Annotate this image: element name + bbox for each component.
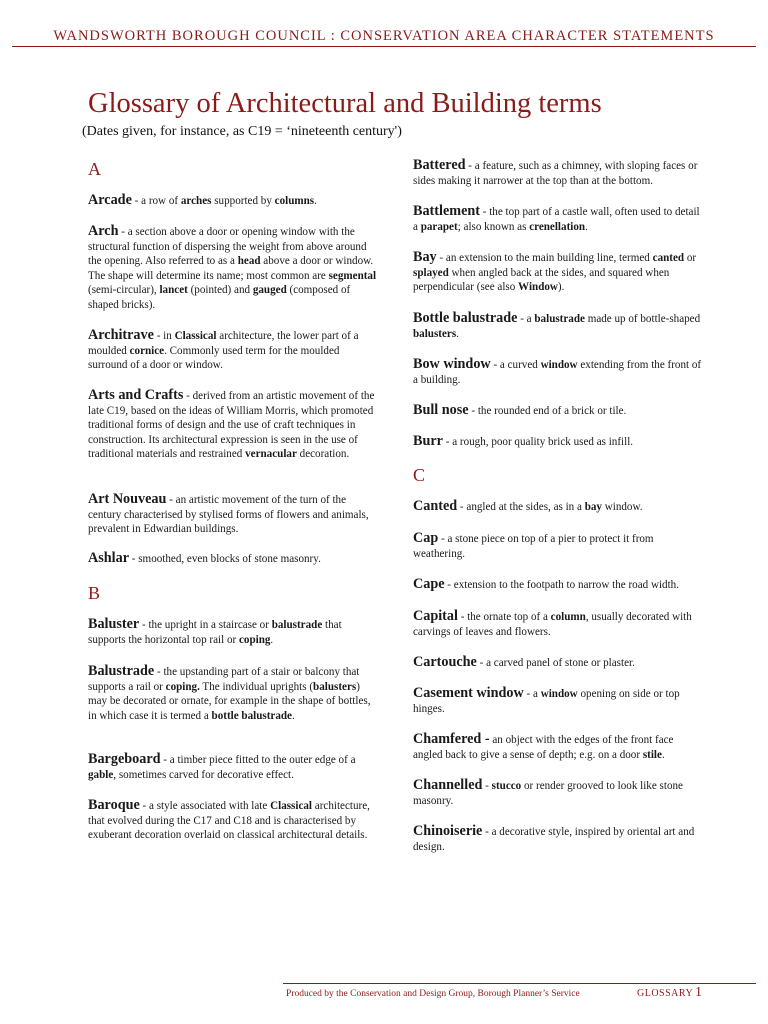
glossary-entry-arcade [88,193,378,209]
glossary-entry-cape [413,577,703,593]
definition-text: ; also known as [457,220,530,233]
glossary-entry-bull-nose [413,403,703,419]
definition-text: (pointed) and [187,284,253,297]
cross-reference-term: arches [180,195,212,207]
definition-text: - a section above a door or opening window with the structural function of dispersing the weight from above around the opening. Also referred to as a [88,226,367,268]
definition-text: - a style associated with late [139,800,271,812]
definition-text: - a row of [131,195,181,207]
glossary-entry-baroque [88,798,378,843]
cross-reference-term: stile [642,748,662,761]
definition-text: - an artistic movement of the turn of the century characterised by stylised forms of flowers and animals, prevalent in Edwardian buildings. [88,494,369,536]
glossary-term: Capital [413,608,458,624]
definition-text: - angled at the sides, as in a [457,501,585,513]
cross-reference-term: stucco [491,780,522,792]
glossary-term: Arch [88,223,119,239]
glossary-term: Cap [413,530,439,546]
glossary-entry-bottle-balustrade [413,311,703,341]
cross-reference-term: Window [518,281,558,294]
page-subtitle: (Dates given, for instance, as C19 = ‘nineteenth century') [82,124,402,139]
definition-text: - a [517,313,535,325]
glossary-entry-balustrade [88,664,378,723]
definition-text: , sometimes carved for decorative effect. [113,768,294,781]
definition-text: - a curved [490,359,541,371]
header-rule [12,46,756,47]
definition-text: ) may be decorated or ornate, for example in the shape of bottles, in which case it is termed a [88,680,371,722]
cross-reference-term: coping. [165,680,200,693]
glossary-term: Balustrade [88,663,155,679]
definition-text: or [684,252,697,264]
glossary-term: Bow window [413,356,491,372]
glossary-entry-cartouche [413,655,703,671]
cross-reference-term: segmental [328,269,377,282]
cross-reference-term: gauged [252,284,287,297]
glossary-term: Art Nouveau [88,491,167,507]
definition-text: . [456,327,459,340]
glossary-entry-arch [88,224,378,313]
cross-reference-term: columns [274,195,315,207]
definition-text: - a decorative style, inspired by oriental art and design. [413,826,695,853]
glossary-term: Chinoiserie [413,823,483,839]
glossary-term: Casement window [413,685,524,701]
definition-text: - the rounded end of a brick or tile. [468,405,627,417]
glossary-entry-architrave [88,328,378,373]
cross-reference-term: coping [238,633,271,646]
glossary-term: Cape [413,576,445,592]
cross-reference-term: crenellation [529,220,586,233]
cross-reference-term: column [550,611,586,623]
definition-text: architecture, the lower part of a moulded [88,330,359,357]
glossary-term: Cartouche [413,654,477,670]
section-letter-a: A [88,159,101,179]
glossary-term: Battlement [413,203,480,219]
glossary-entry-ashlar [88,551,378,567]
glossary-entry-channelled [413,778,703,808]
footer-credit: Produced by the Conservation and Design Group, Borough Planner’s Service [286,989,580,999]
glossary-term: Baroque [88,797,140,813]
definition-text: - a [523,688,541,700]
glossary-term: Bargeboard [88,751,161,767]
glossary-term: Channelled [413,777,483,793]
glossary-entry-baluster [88,617,378,647]
definition-text: , usually decorated with carvings of leaves and flowers. [413,611,692,638]
definition-text: - the ornate top of a [457,611,551,623]
definition-text: (composed of shaped bricks). [88,284,351,311]
cross-reference-term: lancet [159,284,188,297]
glossary-entry-chinoiserie [413,824,703,854]
glossary-entry-art-nouveau [88,492,378,537]
definition-text: ). [557,281,565,294]
definition-text: - a rough, poor quality brick used as infill. [442,436,634,448]
cross-reference-term: cornice [129,344,165,357]
definition-text: - a feature, such as a chimney, with sloping faces or sides making it narrower at the top than at the bottom. [413,160,698,187]
glossary-entry-battlement [413,204,703,234]
glossary-term: Baluster [88,616,140,632]
glossary-term: Chamfered - [413,731,490,747]
cross-reference-term: bottle balustrade [211,709,292,722]
cross-reference-term: parapet [420,220,458,233]
cross-reference-term: splayed [413,266,449,279]
definition-text: . [585,220,588,233]
definition-text: - a stone piece on top of a pier to protect it from weathering. [413,533,654,560]
definition-text: - a timber piece fitted to the outer edge of a [160,754,356,766]
definition-text: or render grooved to look like stone masonry. [413,780,683,807]
cross-reference-term: head [237,255,261,268]
section-letter-b: B [88,583,101,603]
glossary-entry-burr [413,434,703,450]
definition-text: . [314,195,317,207]
running-header: WANDSWORTH BOROUGH COUNCIL : CONSERVATION AREA CHARACTER STATEMENTS [53,28,715,44]
definition-text: (semi-circular), [88,284,160,297]
glossary-term: Canted [413,498,458,514]
definition-text: window. [601,501,643,513]
glossary-entry-bay [413,250,703,295]
definition-text: - derived from an artistic movement of the late C19, based on the ideas of William Morris, which promoted traditional forms of design and the use of craft techniques in construction. Its architectural expression is seen in the use of traditional materials and restrained [88,390,375,461]
definition-text: above a door or window. The shape will determine its name; most common are [88,255,374,282]
definition-text: extending from the front of a building. [413,359,702,386]
glossary-entry-bow-window [413,357,703,387]
definition-text: . [291,709,295,722]
definition-text: - an extension to the main building line, termed [436,252,653,264]
glossary-term: Bay [413,249,437,265]
definition-text: supported by [211,195,275,207]
definition-text: - a carved panel of stone or plaster. [476,657,635,669]
definition-text: decoration. [296,448,350,461]
cross-reference-term: window [540,688,578,700]
glossary-entry-capital [413,609,703,639]
definition-text: - extension to the footpath to narrow the road width. [444,579,679,591]
cross-reference-term: gable [88,768,114,781]
definition-text: - the upright in a staircase or [139,619,272,631]
definition-text: architecture, that evolved during the C17 and C18 and is characterised by exuberant decoration overlaid on classical architectural details. [88,800,370,842]
definition-text: opening on side or top hinges. [413,688,680,715]
glossary-term: Burr [413,433,443,449]
cross-reference-term: canted [652,252,685,264]
definition-text: that supports the horizontal top rail or [88,619,342,646]
section-letter-c: C [413,465,426,485]
definition-text: - smoothed, even blocks of stone masonry. [129,553,321,565]
cross-reference-term: balusters [413,327,457,340]
definition-text: . [270,633,274,646]
definition-text: - the top part of a castle wall, often used to detail a [413,206,700,233]
cross-reference-term: balustrade [271,619,323,631]
definition-text: when angled back at the sides, and squared when perpendicular (see also [413,266,670,294]
cross-reference-term: bay [584,501,602,513]
glossary-term: Arcade [88,192,132,208]
glossary-entry-arts-and-crafts [88,388,378,462]
definition-text: - the upstanding part of a stair or balcony that supports a rail or [88,666,360,693]
glossary-entry-casement-window [413,686,703,716]
footer-section-label: GLOSSARY [637,988,694,999]
footer-rule [283,983,756,984]
glossary-term: Bull nose [413,402,469,418]
definition-text: . Commonly used term for the moulded surround of a door or window. [88,344,340,372]
definition-text: - [482,780,492,792]
cross-reference-term: Classical [270,800,313,812]
glossary-entry-canted [413,499,703,515]
definition-text: . [661,748,665,761]
cross-reference-term: balusters [313,680,357,693]
glossary-term: Ashlar [88,550,129,566]
glossary-entry-cap [413,531,703,561]
glossary-term: Battered [413,157,466,173]
definition-text: The individual uprights ( [199,680,314,693]
definition-text: an object with the edges of the front face angled back to give a sense of depth; e.g. on a door [413,734,674,761]
cross-reference-term: Classical [174,330,217,342]
page-number: 1 [695,985,702,1000]
definition-text: - in [153,330,175,342]
glossary-term: Arts and Crafts [88,387,184,403]
glossary-term: Architrave [88,327,154,343]
glossary-term: Bottle balustrade [413,310,518,326]
definition-text: made up of bottle-shaped [584,313,701,325]
cross-reference-term: window [540,359,578,371]
glossary-entry-chamfered [413,732,703,762]
glossary-entry-battered [413,158,703,188]
cross-reference-term: vernacular [245,448,297,461]
cross-reference-term: balustrade [534,313,585,325]
page-title: Glossary of Architectural and Building terms [88,88,602,119]
glossary-entry-bargeboard [88,752,378,782]
